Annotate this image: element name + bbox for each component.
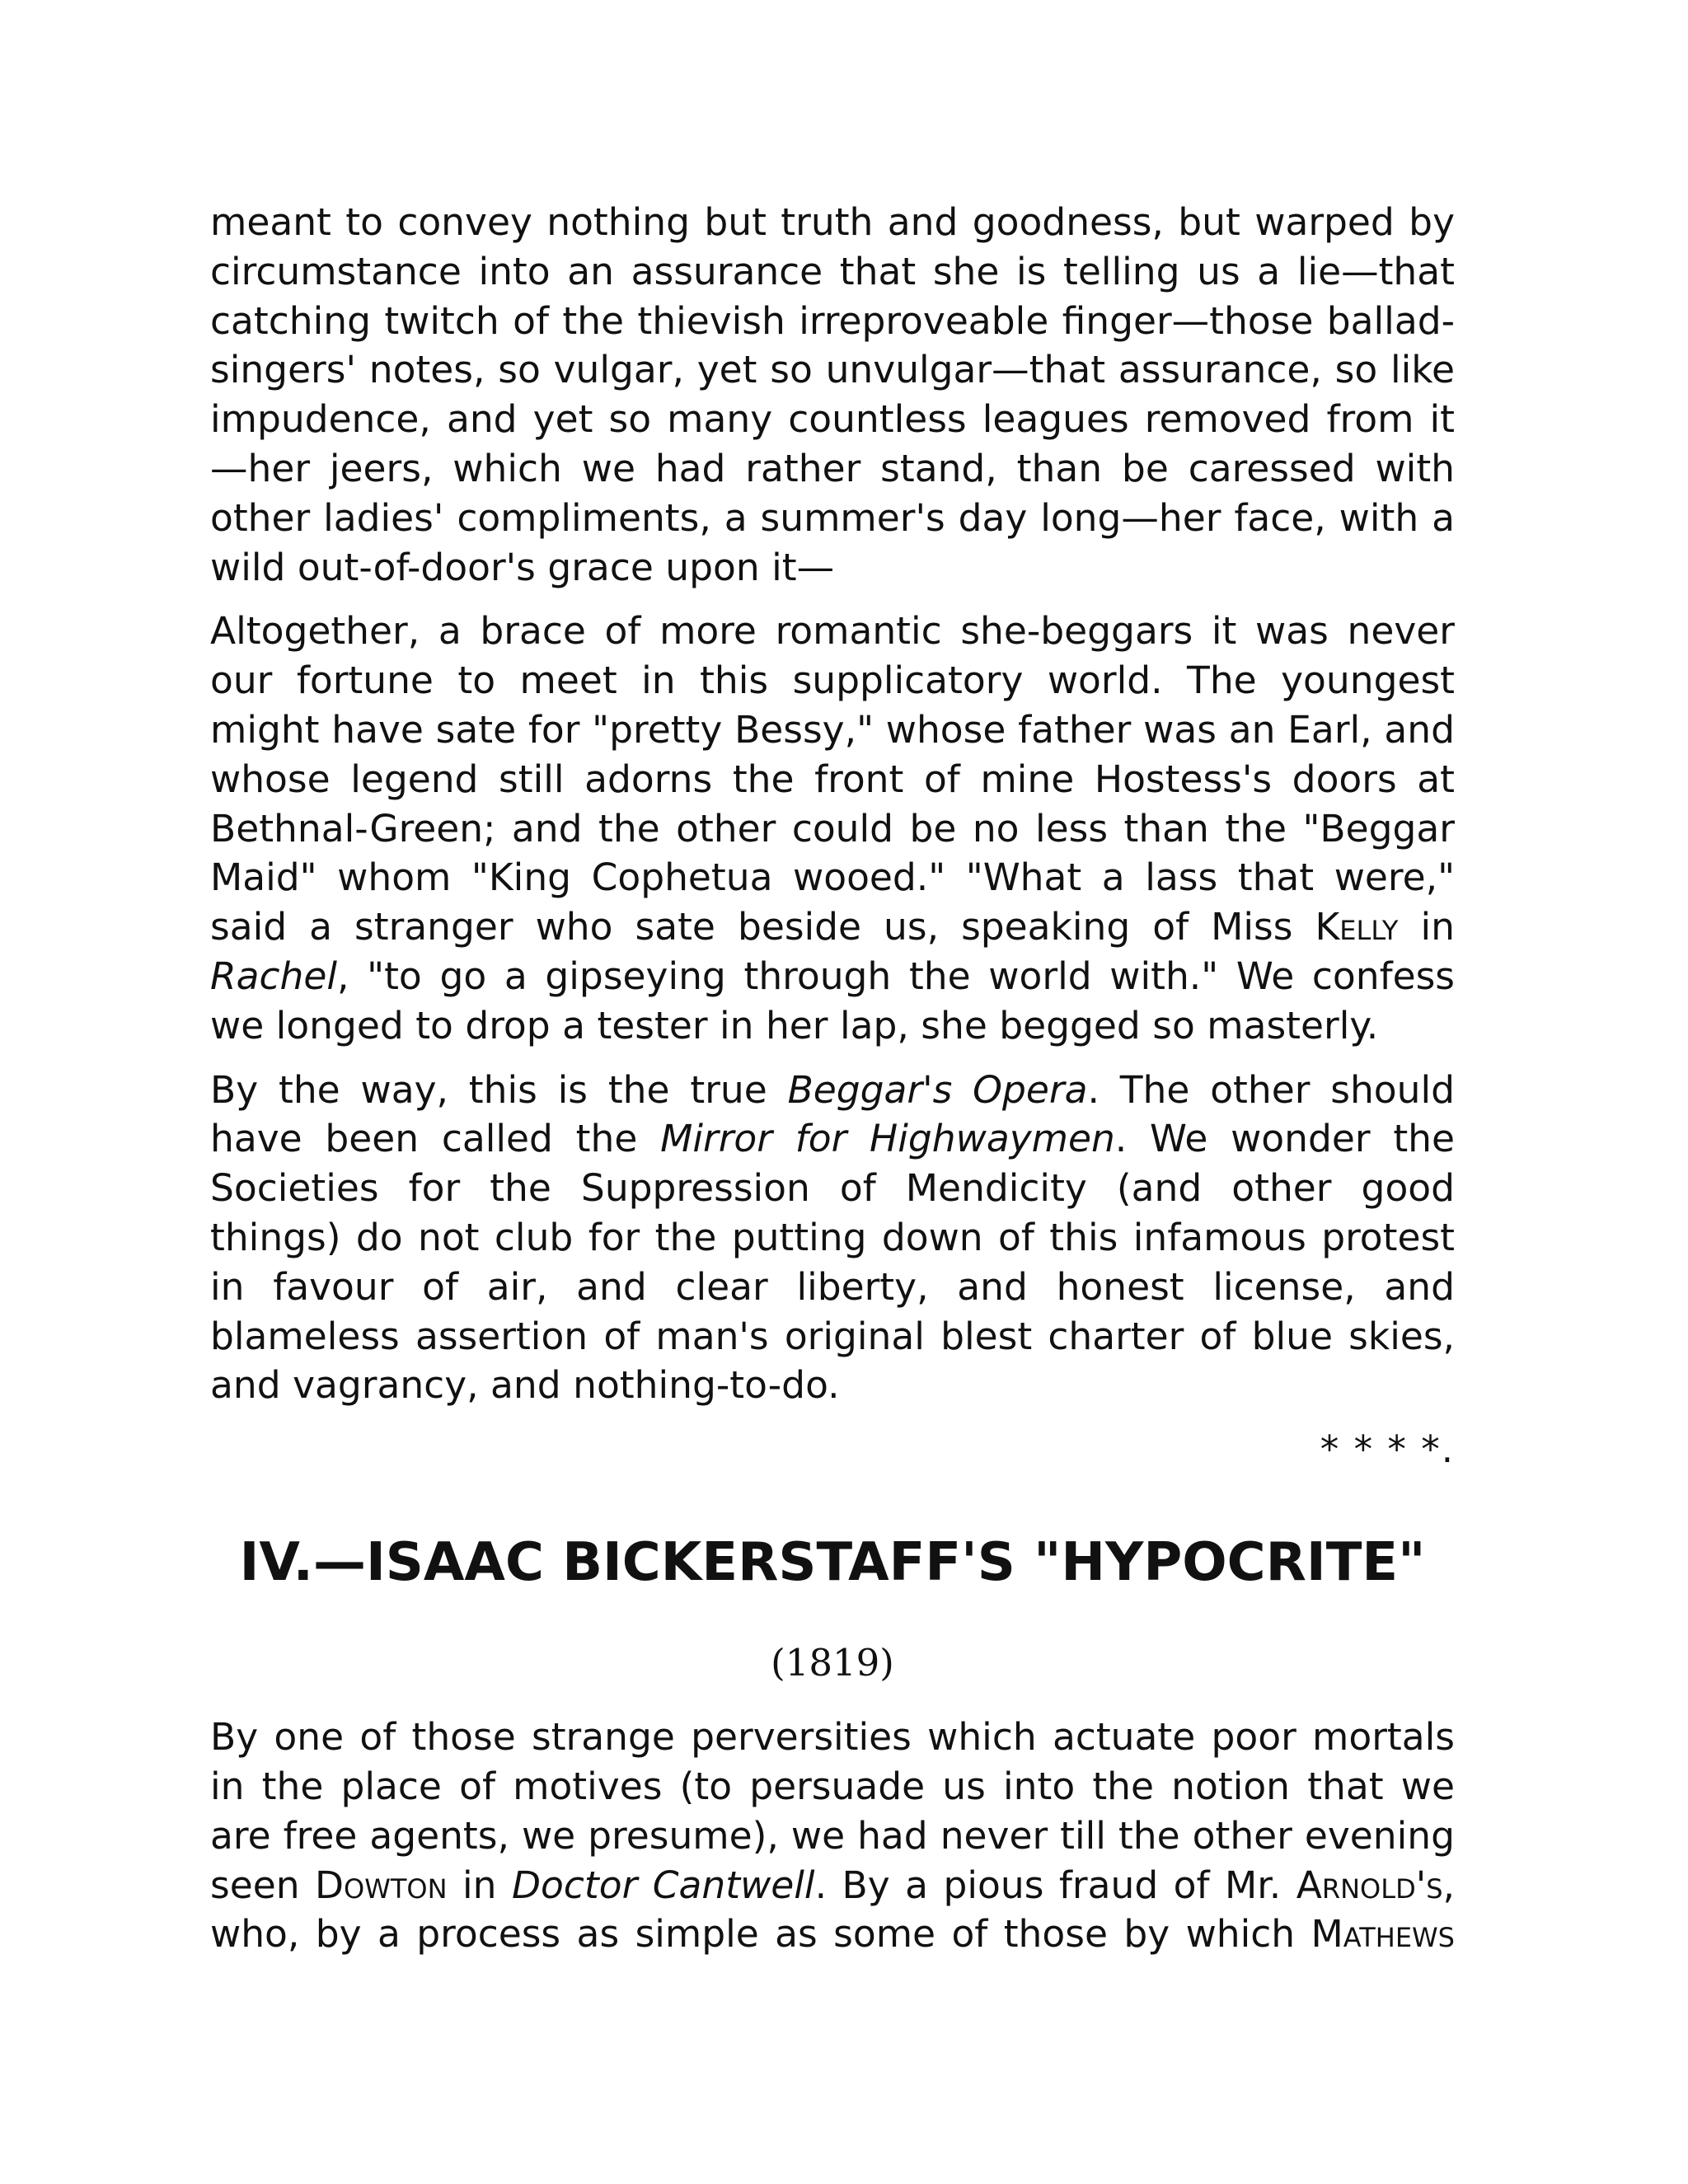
title-doctor-cantwell: Doctor Cantwell (512, 1863, 815, 1907)
paragraph-3-text-a: By the way, this is the true (210, 1067, 788, 1112)
name-mathews: Mathews (1311, 1912, 1455, 1957)
paragraph-3-text-b: . The other should have been called the (210, 1067, 1455, 1161)
paragraph-4-text-d: , who, by a process as simple as some of those by which (210, 1863, 1455, 1957)
signature-stars: * * * *. (1320, 1427, 1455, 1472)
title-rachel: Rachel (210, 954, 337, 998)
section-heading: IV.—ISAAC BICKERSTAFF'S "HYPOCRITE" (239, 1532, 1426, 1594)
name-arnold: Arnold's (1296, 1863, 1443, 1907)
paragraph-1-text: meant to convey nothing but truth and goodness, but warped by circumstance into an assurance that she is telling us a lie—that catching twitch of the thievish irreproveable finger—those ballad-singers' notes, so vulgar, yet so unvulgar—that assurance, so like impudence, and yet so many countless leagues removed from it—her jeers, which we had rather stand, than be caressed with other ladies' compliments, a summer's day long—her face, with a wild out-of-door's grace upon it— (210, 200, 1455, 589)
page-body (210, 198, 1455, 1974)
paragraph-1 (210, 198, 1455, 592)
paragraph-3 (210, 1066, 1455, 1411)
paragraph-4-text-c: . By a pious fraud of Mr. (814, 1863, 1296, 1907)
paragraph-2-text-a: Altogether, a brace of more romantic she-beggars it was never our fortune to meet in this supplicatory world. The youngest might have sate for "pretty Bessy," whose father was an Earl, and whose legend still adorns the front of mine Hostess's doors at Bethnal-Green; and the other could be no less than the "Beggar Maid" whom "King Cophetua wooed." "What a lass that were," said a stranger who sate beside us, speaking of Miss (210, 609, 1455, 949)
paragraph-4-text-a: By one of those strange perversities which actuate poor mortals in the place of motives (to persuade us into the notion that we are free agents, we presume), we had never till the other evening seen (210, 1715, 1455, 1907)
paragraph-4 (210, 1713, 1455, 1959)
paragraph-2-text-b: in (1398, 905, 1455, 949)
section-year: (1819) (771, 1641, 894, 1685)
name-kelly: Kelly (1315, 905, 1399, 949)
paragraph-2-text-c: , "to go a gipseying through the world with." We confess we longed to drop a tester in her lap, she begged so masterly. (210, 954, 1455, 1047)
paragraph-3-text-c: . We wonder the Societies for the Suppression of Mendicity (and other good things) do not club for the putting down of this infamous protest in favour of air, and clear liberty, and honest license, and blameless assertion of man's original blest charter of blue skies, and vagrancy, and nothing-to-do. (210, 1117, 1455, 1408)
title-mirror-for-highwaymen: Mirror for Highwaymen (660, 1117, 1115, 1161)
name-dowton: Dowton (315, 1863, 448, 1907)
paragraph-4-text-b: in (447, 1863, 512, 1907)
title-beggars-opera: Beggar's Opera (787, 1067, 1088, 1112)
paragraph-2 (210, 607, 1455, 1050)
